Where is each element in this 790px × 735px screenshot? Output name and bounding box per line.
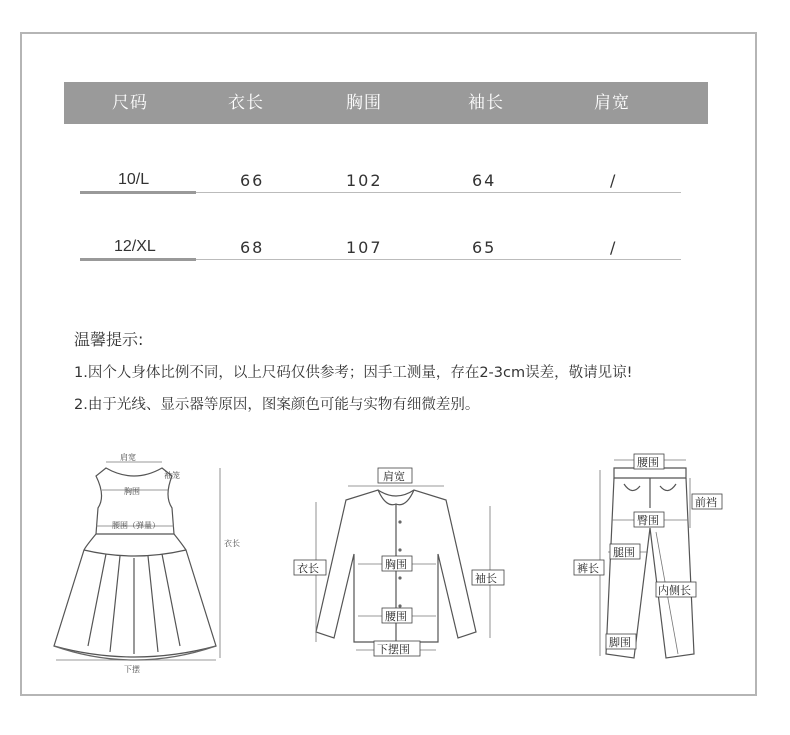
shirt-bust-label: 胸围 (385, 558, 407, 571)
row-bust: 102 (346, 171, 383, 190)
row-shoulder: / (610, 171, 616, 190)
notes-title: 温馨提示: (74, 330, 144, 349)
row-shoulder: / (610, 238, 616, 257)
table-row (0, 171, 790, 201)
note-line-1: 1.因个人身体比例不同，以上尺码仅供参考；因手工测量，存在2-3cm误差，敬请见谅! (74, 365, 633, 381)
shirt-waist-label: 腰围 (385, 610, 407, 623)
row-sleeve: 64 (472, 171, 497, 190)
dress-length-label: 衣长 (224, 539, 240, 548)
pants-measurement-diagram (570, 448, 730, 680)
dress-hem-label: 下摆 (124, 665, 140, 674)
shirt-shoulder-label: 肩宽 (383, 470, 405, 483)
shirt-sleeve-label: 袖长 (475, 572, 497, 585)
pants-length-label: 裤长 (577, 562, 599, 575)
header-bust: 胸围 (346, 93, 382, 113)
pants-hip-label: 臀围 (637, 514, 659, 527)
dress-bust-label: 胸围 (124, 487, 140, 496)
dress-measurement-diagram (44, 446, 244, 680)
row-length: 68 (240, 238, 265, 257)
shirt-measurement-diagram (286, 462, 506, 662)
table-row (0, 238, 790, 268)
dress-shoulder-label: 肩宽 (120, 453, 136, 462)
shirt-hem-label: 下摆围 (377, 643, 410, 656)
row-sleeve: 65 (472, 238, 497, 257)
dress-waist-label: 腰围（弹量） (112, 521, 160, 530)
pants-front-rise-label: 前裆 (695, 496, 717, 509)
row-size: 10/L (118, 171, 150, 188)
header-length: 衣长 (228, 93, 264, 113)
row-bust: 107 (346, 238, 383, 257)
header-shoulder: 肩宽 (594, 93, 630, 113)
shirt-length-label: 衣长 (297, 562, 319, 575)
dress-armhole-label: 袖笼 (164, 471, 180, 480)
row-length: 66 (240, 171, 265, 190)
pants-waist-label: 腰围 (637, 456, 659, 469)
size-table-header (64, 82, 708, 124)
row-underline (80, 258, 196, 261)
pants-inseam-label: 内侧长 (658, 584, 691, 597)
header-sleeve: 袖长 (468, 93, 504, 113)
note-line-2: 2.由于光线、显示器等原因，图案颜色可能与实物有细微差别。 (74, 397, 480, 413)
row-underline (80, 191, 196, 194)
row-divider (196, 259, 681, 260)
pants-leg-opening-label: 脚围 (609, 636, 631, 649)
pants-thigh-label: 腿围 (613, 546, 635, 559)
row-size: 12/XL (114, 238, 156, 255)
header-size: 尺码 (112, 93, 148, 113)
row-divider (196, 192, 681, 193)
